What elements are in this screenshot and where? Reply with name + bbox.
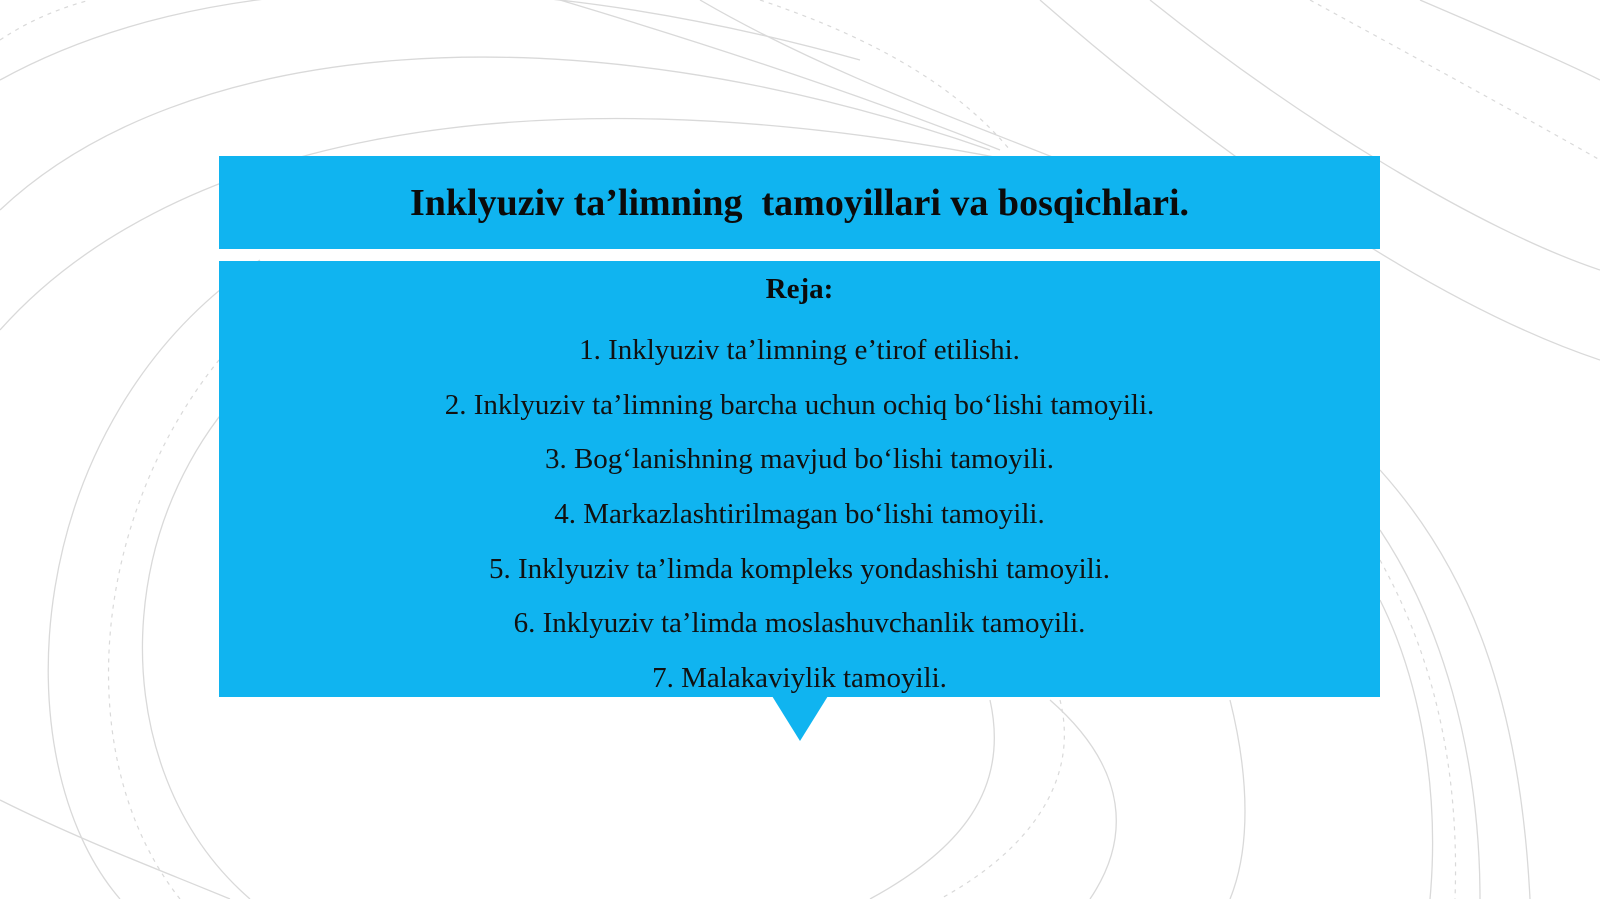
title-banner xyxy=(219,156,1380,249)
plan-heading: Reja: xyxy=(765,273,834,305)
plan-list xyxy=(219,323,1380,706)
plan-item-6: 6. Inklyuziv ta’limda moslashuvchanlik tamoyili. xyxy=(513,607,1086,640)
plan-item-1: 1. Inklyuziv ta’limning e’tirof etilishi. xyxy=(579,334,1020,366)
plan-item-3: 3. Bog‘lanishning mavjud bo‘lishi tamoyili. xyxy=(544,443,1055,476)
callout-pointer xyxy=(772,696,828,741)
plan-item-2: 2. Inklyuziv ta’limning barcha uchun ochiq bo‘lishi tamoyili. xyxy=(444,388,1155,421)
plan-item-4: 4. Markazlashtirilmagan bo‘lishi tamoyili. xyxy=(554,498,1045,531)
plan-item-7: 7. Malakaviylik tamoyili. xyxy=(652,662,947,695)
slide-title: Inklyuziv ta’limning tamoyillari va bosqichlari. xyxy=(409,181,1190,224)
plan-box xyxy=(219,261,1380,697)
plan-item-5: 5. Inklyuziv ta’limda kompleks yondashishi tamoyili. xyxy=(488,552,1110,585)
